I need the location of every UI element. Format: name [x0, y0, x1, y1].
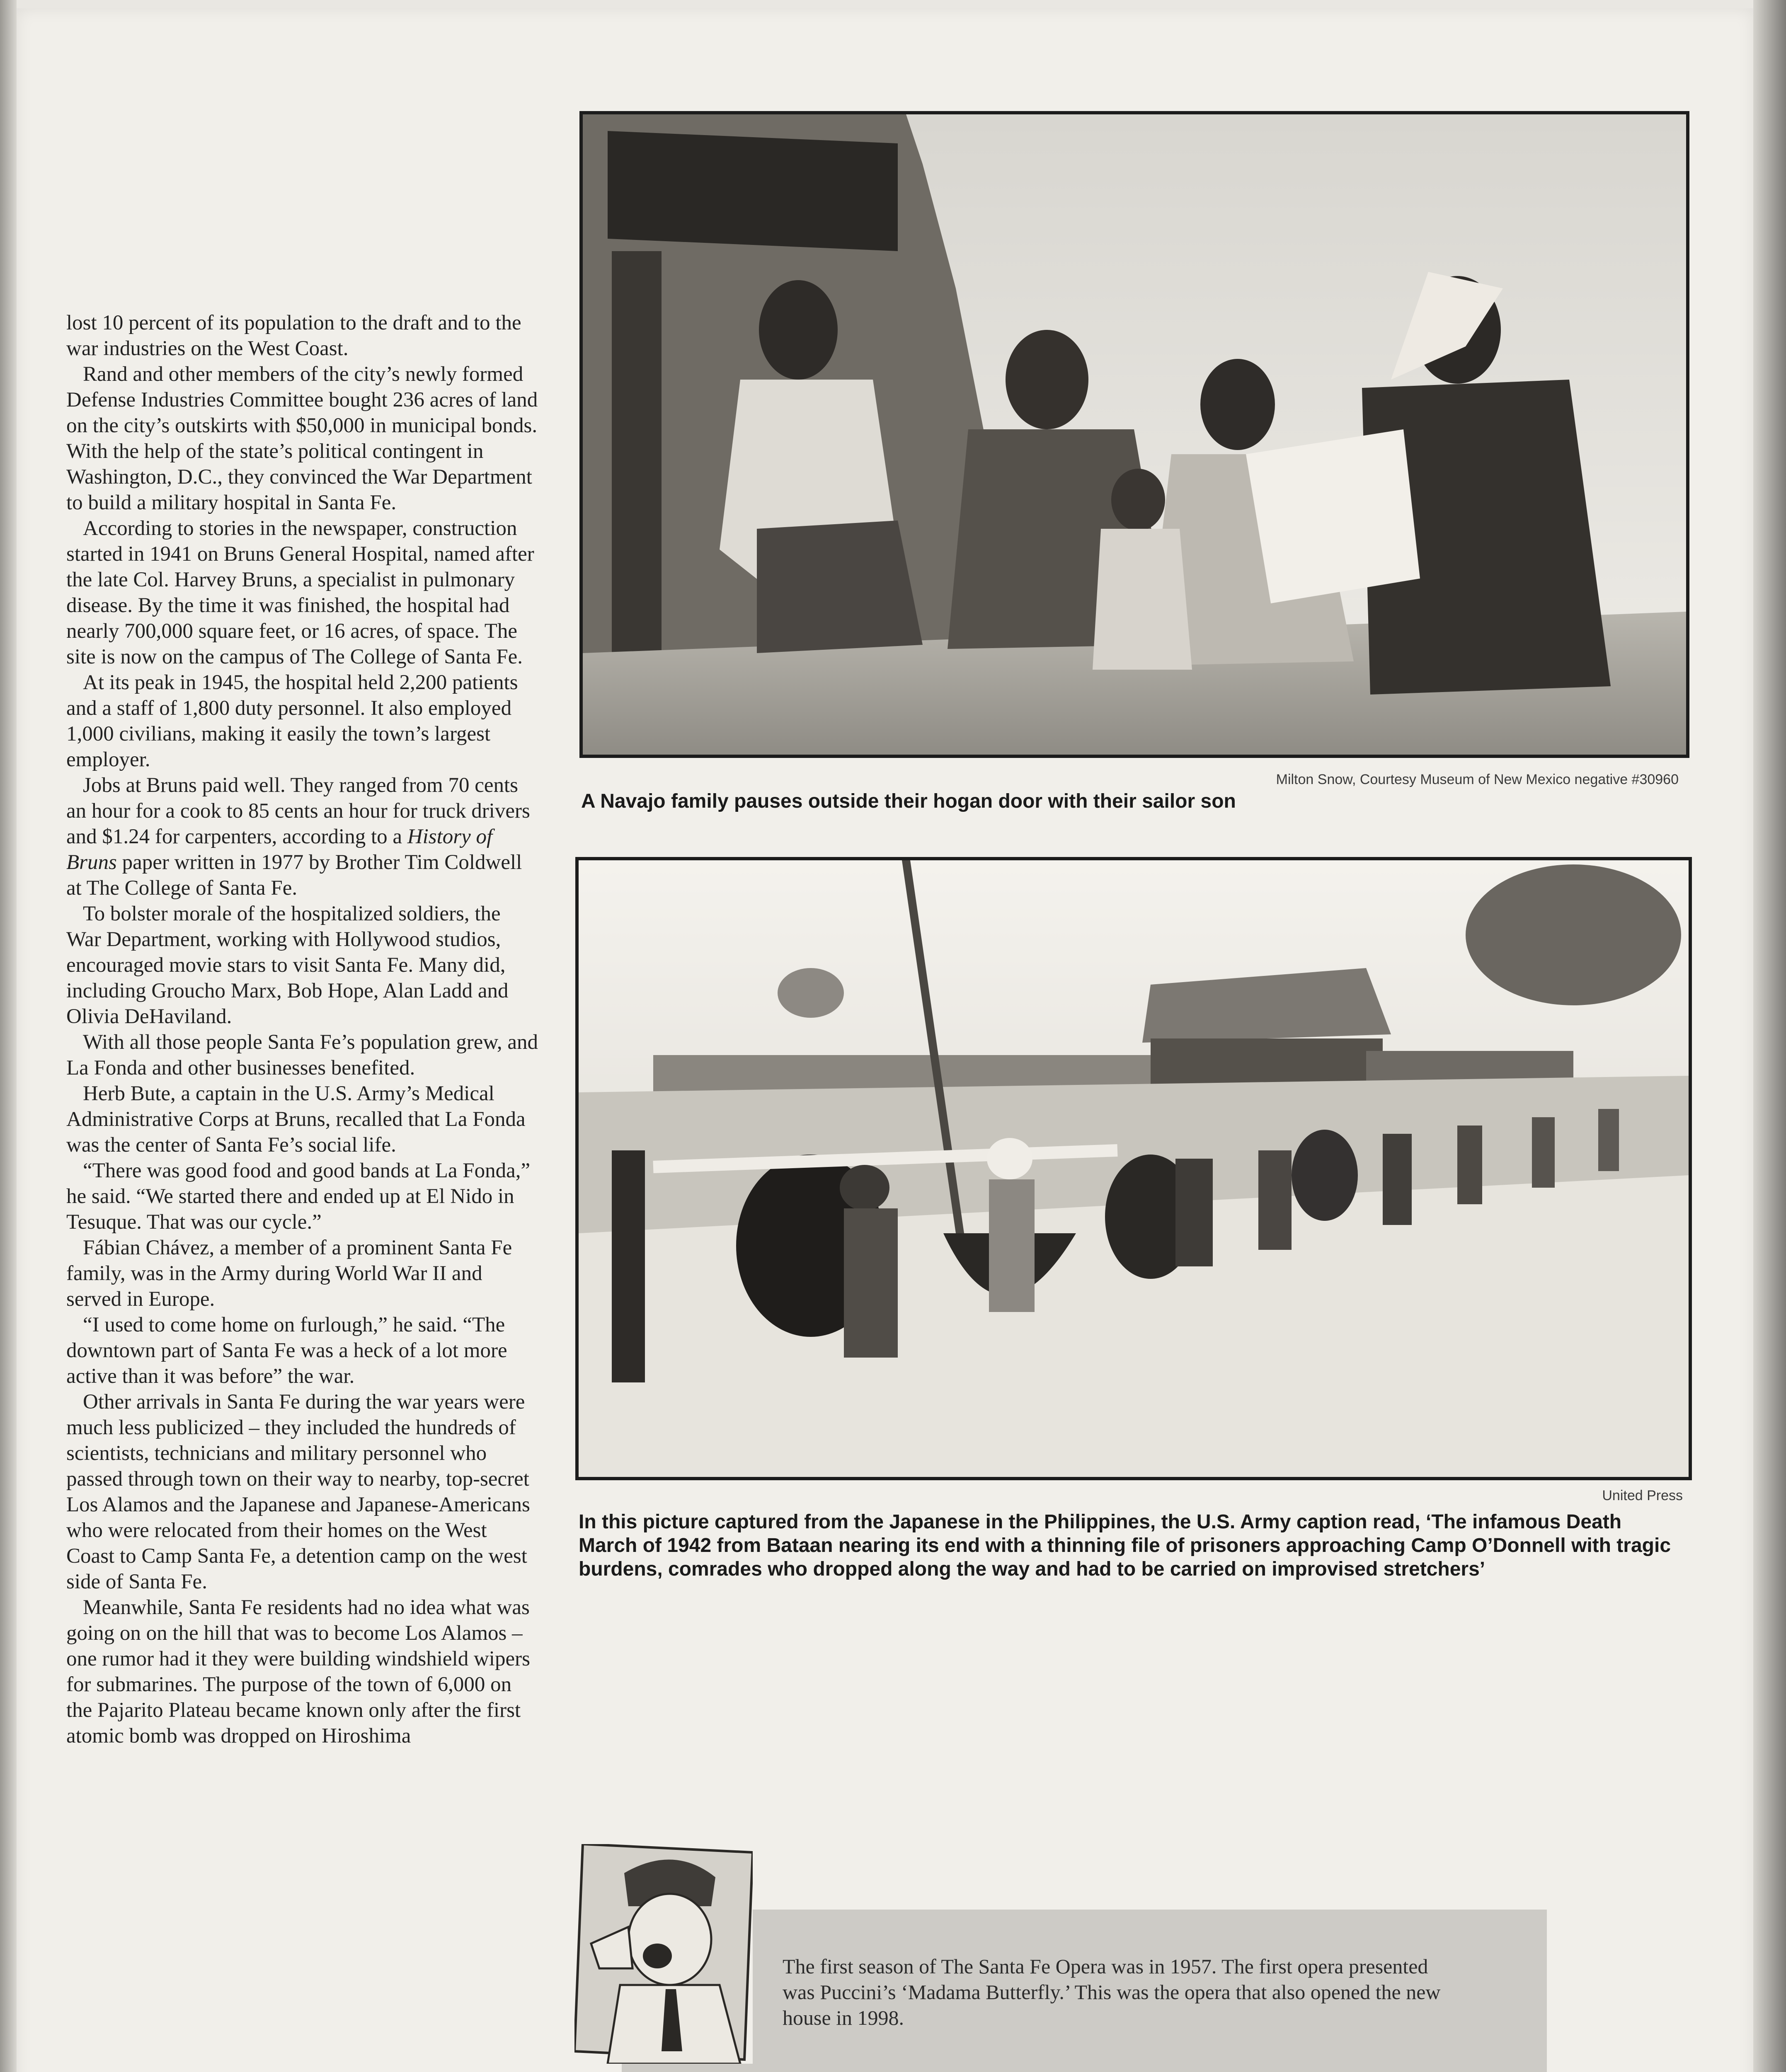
page-spine-shadow: [0, 0, 17, 2072]
death-march-photo-image: [579, 860, 1689, 1477]
article-paragraph-jobs: [66, 772, 539, 901]
article-paragraph: Herb Bute, a captain in the U.S. Army’s Medical Administrative Corps at Bruns, recalled that La Fonda was the center of Santa Fe’s social life.: [66, 1082, 526, 1157]
singer-illustration-image: [574, 1844, 753, 2064]
singer-illustration: [574, 1844, 753, 2064]
article-paragraph: Rand and other members of the city’s newly formed Defense Industries Committee bought 236 acres of land on the city’s outskirts with $50,000 in municipal bonds. With the help of the state’s political contingent in Washington, D.C., they convinced the War Department to build a military hospital in Santa Fe.: [66, 363, 538, 514]
photo1-caption: A Navajo family pauses outside their hogan door with their sailor son: [581, 790, 1236, 812]
article-paragraph: Fábian Chávez, a member of a prominent Santa Fe family, was in the Army during World War II and served in Europe.: [66, 1236, 512, 1311]
photo1-credit: Milton Snow, Courtesy Museum of New Mexico negative #30960: [1276, 772, 1679, 787]
article-paragraph: Other arrivals in Santa Fe during the war years were much less publicized – they included the hundreds of scientists, technicians and military personnel who passed through town on their way to nearby, top-secret Los Alamos and the Japanese and Japanese-Americans who were relocated from their homes on the West Coast to Camp Santa Fe, a detention camp on the west side of Santa Fe.: [66, 1390, 530, 1593]
photo2-caption: In this picture captured from the Japanese in the Philippines, the U.S. Army caption read, ‘The infamous Death March of 1942 from Bataan nearing its end with a thinning file of prisoners approaching Camp O’Donnell with tragic burdens, comrades who dropped along the way and had to be carried on improvised stretchers’: [579, 1511, 1671, 1580]
article-paragraph: According to stories in the newspaper, construction started in 1941 on Bruns General Hospital, named after the late Col. Harvey Bruns, a specialist in pulmonary disease. By the time it was finished, the hospital had nearly 700,000 square feet, or 16 acres, of space. The site is now on the campus of The College of Santa Fe.: [66, 517, 534, 668]
page-edge: [1753, 0, 1786, 2072]
article-paragraph: With all those people Santa Fe’s population grew, and La Fonda and other businesses benefited.: [66, 1031, 538, 1080]
photo2-credit: United Press: [1602, 1488, 1683, 1503]
death-march-photo: [575, 857, 1692, 1480]
article-paragraph: Meanwhile, Santa Fe residents had no idea what was going on on the hill that was to become Los Alamos – one rumor had it they were building windshield wipers for submarines. The purpose of the town of 6,000 on the Pajarito Plateau became known only after the first atomic bomb was dropped on Hiroshima: [66, 1596, 530, 1748]
article-paragraph: At its peak in 1945, the hospital held 2,200 patients and a staff of 1,800 duty personnel. It also employed 1,000 civilians, making it easily the town’s largest employer.: [66, 671, 518, 771]
article-paragraph: “There was good food and good bands at La Fonda,” he said. “We started there and ended up at El Nido in Tesuque. That was our cycle.”: [66, 1159, 531, 1234]
article-paragraph: To bolster morale of the hospitalized soldiers, the War Department, working with Hollywood studios, encouraged movie stars to visit Santa Fe. Many did, including Groucho Marx, Bob Hope, Alan Ladd and Olivia DeHaviland.: [66, 902, 509, 1028]
jobs-text-before: Jobs at Bruns paid well. They ranged from 70 cents an hour for a cook to 85 cents an hour for truck drivers and $1.24 for carpenters, according to a: [66, 774, 530, 848]
book-title: History of Bruns: [66, 825, 493, 874]
article-paragraph: “I used to come home on furlough,” he said. “The downtown part of Santa Fe was a heck of a lot more active than it was before” the war.: [66, 1313, 507, 1388]
article-paragraph: lost 10 percent of its population to the draft and to the war industries on the West Coast.: [66, 311, 521, 360]
navajo-family-photo-image: [583, 114, 1686, 755]
trivia-text: The first season of The Santa Fe Opera was in 1957. The first opera presented was Puccini’s ‘Madama Butterfly.’ This was the opera that also opened the new house in 1998.: [783, 1955, 1441, 2029]
jobs-text-after: paper written in 1977 by Brother Tim Coldwell at The College of Santa Fe.: [66, 851, 522, 900]
article-body: [66, 310, 539, 1749]
navajo-family-photo: [579, 111, 1689, 758]
